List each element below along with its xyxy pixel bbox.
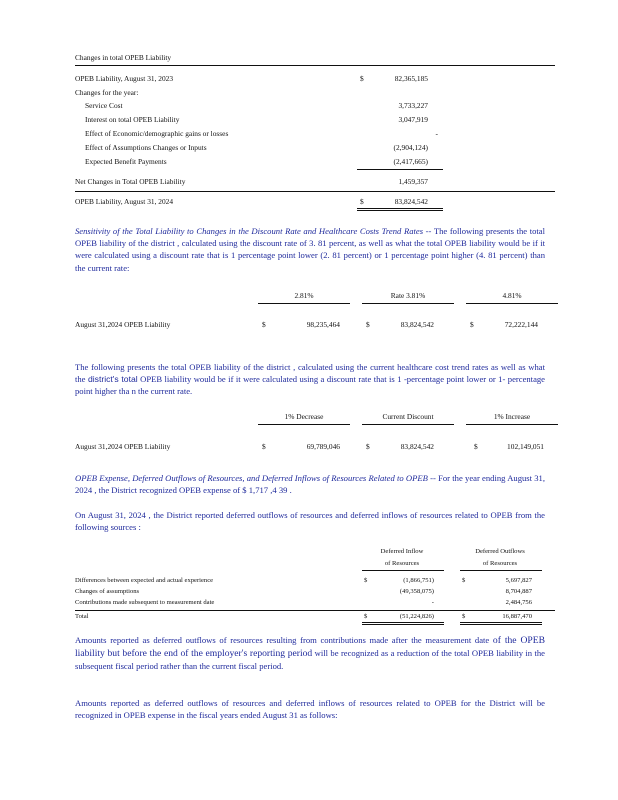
changes-row-label: Changes for the year: xyxy=(75,88,139,97)
total-outflow-value: 16,887,470 xyxy=(502,613,532,620)
net-rule xyxy=(75,191,555,192)
outflow-header-rule xyxy=(460,570,542,571)
amounts-paragraph-1 xyxy=(75,634,545,673)
deferred-row-outflow: 5,697,827 xyxy=(505,577,532,584)
trend-col-3: 1% Increase xyxy=(493,412,531,421)
trend-value-2: 83,824,542 xyxy=(400,442,434,451)
net-changes-label: Net Changes in Total OPEB Liability xyxy=(75,177,186,186)
trend-text-b: district's total xyxy=(87,374,138,385)
changes-row-label: Interest on total OPEB Liability xyxy=(85,115,180,124)
deferred-row-label: Changes of assumptions xyxy=(75,588,140,595)
deferred-row-outflow: 2,484,756 xyxy=(505,599,532,606)
trend-col-3-rule xyxy=(466,424,558,425)
sensitivity-discount-heading: Sensitivity of the Total Liability to Changes in the Discount Rate and Healthcare Costs Trend Rates xyxy=(75,226,424,236)
disc-dollar-2: $ xyxy=(366,320,370,329)
total-outflow-rule-2 xyxy=(460,624,542,625)
sensitivity-discount-paragraph xyxy=(75,225,545,274)
trend-dollar-3: $ xyxy=(474,442,478,451)
disc-col-1: 2.81% xyxy=(294,291,314,300)
disc-row-label: August 31,2024 OPEB Liability xyxy=(75,320,171,329)
end-rule-2 xyxy=(357,210,443,211)
net-changes-value: 1,459,357 xyxy=(398,177,428,186)
amounts1-text-b: of the OPEB liability but before the end of the employer's reporting period xyxy=(75,635,545,660)
deferred-row-inflow: (49,358,075) xyxy=(399,588,434,595)
sensitivity-trend-paragraph xyxy=(75,361,545,398)
total-inflow-dollar: $ xyxy=(364,613,368,620)
opeb-expense-paragraph xyxy=(75,472,545,496)
trend-col-1: 1% Decrease xyxy=(284,412,324,421)
disc-col-3-rule xyxy=(466,303,558,304)
deferred-row-label: Contributions made subsequent to measurement date xyxy=(75,599,215,606)
trend-col-1-rule xyxy=(258,424,350,425)
inflow-header-1: Deferred Inflow xyxy=(380,548,424,555)
changes-row-value: 82,365,185 xyxy=(394,74,428,83)
end-balance-value: 83,824,542 xyxy=(394,197,428,206)
deferred-intro-text: On August 31, 2024 , the District reported deferred outflows of resources and deferred inflows of resources related to OPEB from the following sources : xyxy=(75,510,545,533)
amounts1-text-c: will be recognized as a reduction of the total OPEB liability in the subsequent fiscal period rather than the current fiscal period. xyxy=(75,648,545,672)
changes-row-label: OPEB Liability, August 31, 2023 xyxy=(75,74,174,83)
opeb-expense-text: -- For the year ending August 31, 2024 , the District recognized OPEB expense of $ 1,717 ,4 39 . xyxy=(75,473,546,496)
outflow-header-2: of Resources xyxy=(482,560,518,567)
disc-dollar-3: $ xyxy=(470,320,474,329)
changes-row-label: Effect of Assumptions Changes or Inputs xyxy=(85,143,207,152)
trend-row-label: August 31,2024 OPEB Liability xyxy=(75,442,171,451)
trend-col-2-rule xyxy=(362,424,454,425)
changes-title: Changes in total OPEB Liability xyxy=(75,53,172,62)
trend-text-c: OPEB liability would be if it were calculated using a discount rate that is 1 -percentage point lower or 1- percentage point higher tha n the current rate. xyxy=(75,374,545,397)
trend-value-3: 102,149,051 xyxy=(507,442,544,451)
outflow-dollar: $ xyxy=(462,577,466,584)
disc-value-3: 72,222,144 xyxy=(504,320,538,329)
deferred-row-inflow: - xyxy=(431,599,434,606)
inflow-header-2: of Resources xyxy=(384,560,420,567)
changes-row-value: (2,417,665) xyxy=(393,157,428,166)
trend-col-2: Current Discount xyxy=(382,412,434,421)
amounts2-text: Amounts reported as deferred outflows of resources and deferred inflows of resources related to OPEB for the District will be recognized in OPEB expense in the fiscal years ended August 31 as follows: xyxy=(75,698,545,721)
outflow-header-1: Deferred Outflows xyxy=(475,548,525,555)
changes-row-label: Expected Benefit Payments xyxy=(85,157,167,166)
total-inflow-rule-2 xyxy=(362,624,444,625)
deferred-row-inflow: (1,866,751) xyxy=(403,577,434,584)
changes-row-label: Service Cost xyxy=(85,101,123,110)
opeb-expense-heading: OPEB Expense, Deferred Outflows of Resources, and Deferred Inflows of Resources Related to OPEB xyxy=(75,473,428,483)
changes-title-rule xyxy=(75,65,555,66)
deferred-total-label: Total xyxy=(75,613,89,620)
changes-row-value: - xyxy=(435,129,438,138)
trend-text-a: The following presents the total OPEB liability of the district , calculated using the current healthcare cost trend rates as well as what the xyxy=(75,362,545,385)
deferred-total-rule xyxy=(75,610,555,611)
changes-row-label: Effect of Economic/demographic gains or losses xyxy=(85,129,229,138)
inflow-dollar: $ xyxy=(364,577,368,584)
changes-row-value: (2,904,124) xyxy=(393,143,428,152)
disc-value-2: 83,824,542 xyxy=(400,320,434,329)
total-inflow-value: (51,224,826) xyxy=(399,613,434,620)
total-outflow-dollar: $ xyxy=(462,613,466,620)
disc-value-1: 98,235,464 xyxy=(306,320,340,329)
total-outflow-rule-1 xyxy=(460,622,542,623)
amounts-paragraph-2 xyxy=(75,697,545,721)
deferred-intro-paragraph xyxy=(75,509,545,533)
total-inflow-rule-1 xyxy=(362,622,444,623)
trend-value-1: 69,789,046 xyxy=(306,442,340,451)
deferred-row-label: Differences between expected and actual experience xyxy=(75,577,214,584)
net-rule-top xyxy=(357,169,443,170)
sensitivity-discount-text: -- The following presents the total OPEB liability of the district , calculated using the discount rate of 3. 81 percent, as well as what the total OPEB liability would be if it were calculated using a discount rate that is 1 percentage point lower (2. 81 percent) or 1 percentage point higher (4. 81 percent) than the current rate: xyxy=(75,226,546,273)
deferred-row-outflow: 8,704,887 xyxy=(505,588,532,595)
disc-dollar-1: $ xyxy=(262,320,266,329)
trend-dollar-2: $ xyxy=(366,442,370,451)
end-balance-dollar: $ xyxy=(360,197,364,206)
disc-col-3: 4.81% xyxy=(502,291,522,300)
end-balance-label: OPEB Liability, August 31, 2024 xyxy=(75,197,174,206)
trend-dollar-1: $ xyxy=(262,442,266,451)
disc-col-2-rule xyxy=(362,303,454,304)
changes-row-dollar: $ xyxy=(360,74,364,83)
changes-row-value: 3,733,227 xyxy=(398,101,428,110)
end-rule-1 xyxy=(357,208,443,209)
disc-col-1-rule xyxy=(258,303,350,304)
disc-col-2: Rate 3.81% xyxy=(390,291,426,300)
changes-row-value: 3,047,919 xyxy=(398,115,428,124)
amounts1-text-a: Amounts reported as deferred outflows of resources resulting from contributions made after the measurement date xyxy=(75,635,490,645)
inflow-header-rule xyxy=(362,570,444,571)
